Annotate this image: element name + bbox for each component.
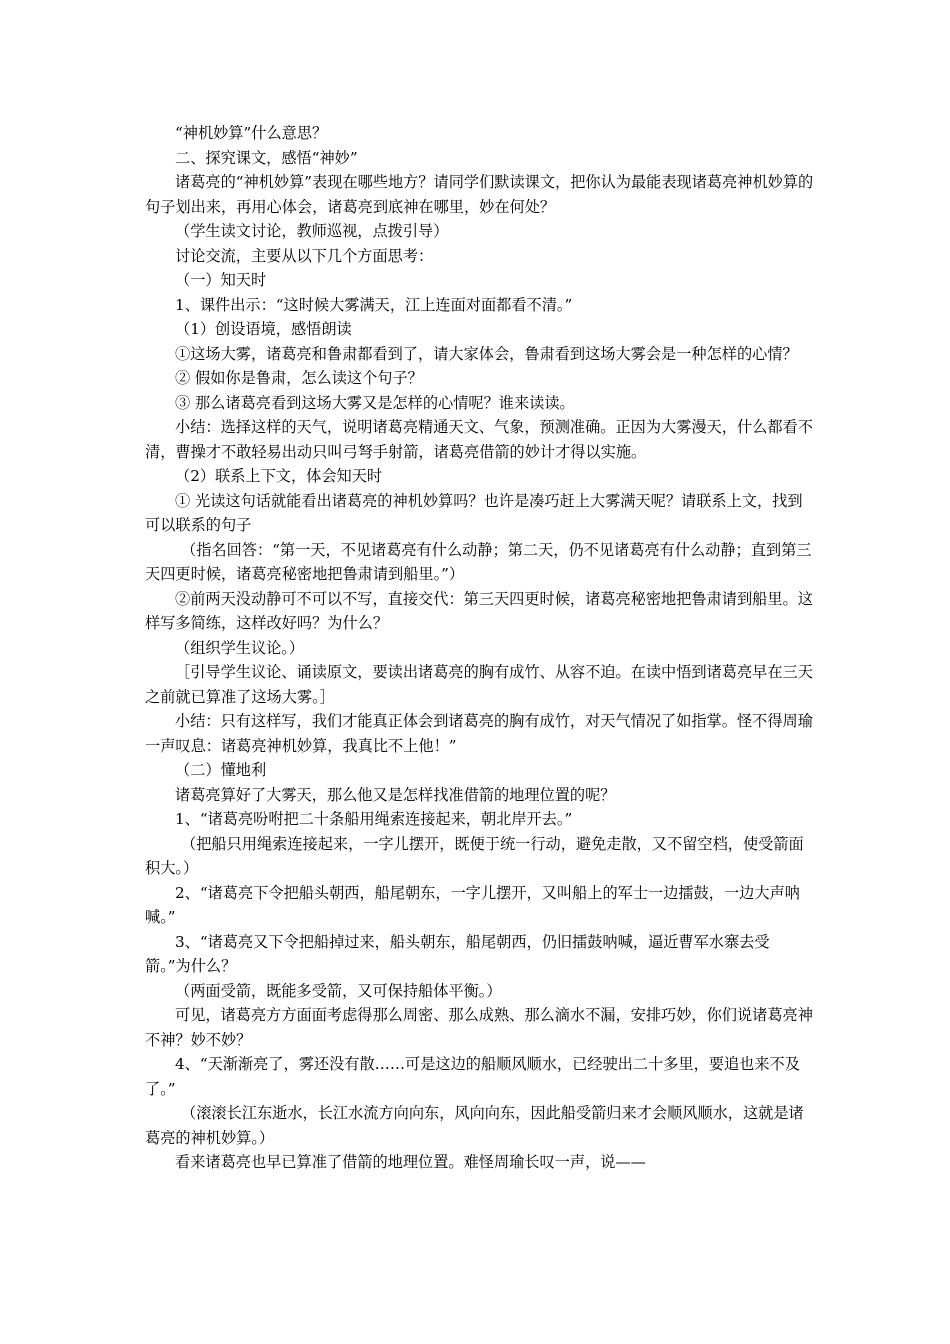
paragraph-26: （两面受箭，既能多受箭，又可保持船体平衡。） — [175, 981, 502, 1000]
summary-2: 小结：只有这样写，我们才能真正体会到诸葛亮的胸有成竹，对天气情况了如指掌。怪不得周瑜一声叹息：诸葛亮神机妙算，我真比不上他！” — [145, 712, 813, 755]
paragraph-9: ①这场大雾，诸葛亮和鲁肃都看到了，请大家体会，鲁肃看到这场大雾会是一种怎样的心情？ — [175, 344, 798, 363]
paragraph-4: （学生读文讨论，教师巡视，点拨引导） — [175, 222, 449, 240]
paragraph-17: （组织学生议论。） — [175, 638, 305, 657]
section-heading-2: 二、探究课文，感悟“神妙” — [175, 148, 358, 167]
paragraph-7: 1、课件出示：“这时候大雾满天，江上连面对面都看不清。” — [175, 295, 573, 314]
paragraph-21: 诸葛亮算好了大雾天，那么他又是怎样找准借箭的地理位置的呢？ — [175, 785, 616, 804]
subheading-know-weather: （一）知天时 — [175, 271, 267, 289]
paragraph-25: 3、“诸葛亮又下令把船掉过来，船头朝东，船尾朝西，仍旧擂鼓呐喊，逼近曹军水寨去受箭。”为什么？ — [145, 932, 770, 975]
paragraph-28: 4、“天渐渐亮了，雾还没有散……可是这边的船顺风顺水，已经驶出二十多里，要追也来不及了。” — [145, 1055, 800, 1098]
paragraph-11: ③ 那么诸葛亮看到这场大雾又是怎样的心情呢？谁来读读。 — [175, 393, 575, 412]
paragraph-1: “神机妙算”什么意思？ — [175, 124, 328, 142]
paragraph-14: ① 光读这句话就能看出诸葛亮的神机妙算吗？也许是凑巧赶上大雾满天呢？请联系上文，找到可以联系的句子 — [145, 491, 803, 534]
summary-1: 小结：选择这样的天气，说明诸葛亮精通天文、气象，预测准确。正因为大雾漫天，什么都看不清，曹操才不敢轻易出动只叫弓弩手射箭，诸葛亮借箭的妙计才得以实施。 — [145, 418, 813, 461]
paragraph-23: （把船只用绳索连接起来，一字儿摆开，既便于统一行动，避免走散，又不留空档，使受箭面积大。） — [145, 834, 804, 877]
paragraph-18: ［引导学生议论、诵读原文，要读出诸葛亮的胸有成竹、从容不迫。在读中悟到诸葛亮早在三天之前就已算准了这场大雾。］ — [145, 663, 813, 706]
paragraph-16: ②前两天没动静可不可以不写，直接交代：第三天四更时候，诸葛亮秘密地把鲁肃请到船里。这样写多简练，这样改好吗？为什么？ — [145, 589, 813, 632]
paragraph-15: （指名回答：“第一天，不见诸葛亮有什么动静；第二天，仍不见诸葛亮有什么动静；直到第三天四更时候，诸葛亮秘密地把鲁肃请到船里。”） — [145, 540, 812, 583]
paragraph-22: 1、“诸葛亮吩咐把二十条船用绳索连接起来，朝北岸开去。” — [175, 810, 573, 828]
paragraph-29: （滚滚长江东逝水，长江水流方向向东，风向向东，因此船受箭归来才会顺风顺水，这就是诸葛亮的神机妙算。） — [145, 1104, 804, 1147]
paragraph-24: 2、“诸葛亮下令把船头朝西，船尾朝东，一字儿摆开，又叫船上的军士一边擂鼓，一边大声呐喊。” — [145, 883, 800, 926]
paragraph-5: 讨论交流，主要从以下几个方面思考： — [175, 246, 434, 265]
paragraph-27: 可见，诸葛亮方方面面考虑得那么周密、那么成熟、那么滴水不漏，安排巧妙，你们说诸葛亮神不神？妙不妙？ — [145, 1006, 813, 1049]
paragraph-30: 看来诸葛亮也早已算准了借箭的地理位置。难怪周瑜长叹一声，说—— — [175, 1153, 646, 1171]
paragraph-8: （1）创设语境，感悟朗读 — [175, 320, 352, 338]
paragraph-3: 诸葛亮的“神机妙算”表现在哪些地方？请同学们默读课文，把你认为最能表现诸葛亮神机妙算的句子划出来，再用心体会，诸葛亮到底神在哪里，妙在何处？ — [145, 173, 814, 216]
paragraph-10: ② 假如你是鲁肃，怎么读这个句子？ — [175, 369, 423, 387]
document-body — [145, 121, 815, 1175]
subheading-know-geography: （二）懂地利 — [175, 761, 267, 779]
paragraph-13: （2）联系上下文，体会知天时 — [175, 467, 383, 485]
